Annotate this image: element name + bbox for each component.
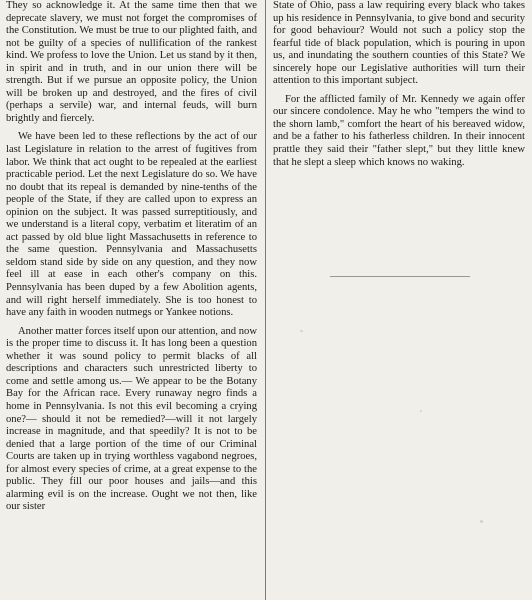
right-column <box>273 0 525 270</box>
paragraph-kennedy-condolence: For the afflicted family of Mr. Kennedy we again offer our sincere condolence. May he who "tempers the wind to the shorn lamb," comfort the heart of his bereaved widow, and be a father to his fatherless children. In their innocent prattle they said their "father slept," but they little knew that he slept a sleep which knows no waking. <box>273 93 525 168</box>
paper-speck <box>300 330 303 332</box>
paragraph-union-compromises: They so acknowledge it. At the same time then that we deprecate slavery, we must not forget the compromises of the Constitution. We must be true to our plighted faith, and not be guilty of a species of nullification of the rankest kind. We profess to love the Union. Let us stand by it then, in spirit and in truth, and in our union there will be strength. But if we pursue an opposite policy, the Union will be broken up and destroyed, and the fires of civil (perhaps a servile) war, and internal feuds, will burn brightly and fiercely. <box>6 0 257 124</box>
paragraph-black-settlement: Another matter forces itself upon our attention, and now is the proper time to discuss it. It has long been a question whether it was sound policy to permit blacks of all descriptions and characters such unrestricted liberty to come and settle among us.— We appear to be the Botany Bay for the African race. Every runaway negro finds a home in Pennsylvania. Is not this evil becoming a crying one?— should it not be remedied?—will it not largely increase in magnitude, and that speedily? It is not to be denied that a large portion of the time of our Criminal Courts are taken up in trying worthless vagabond negroes, for almost every species of crime, at a great expense to the public. They fill our poor houses and jails—and this alarming evil is on the increase. Ought we not then, like our sister <box>6 325 257 513</box>
article-end-rule <box>330 276 470 277</box>
left-column <box>6 0 257 600</box>
paragraph-fugitive-act: We have been led to these reflections by the act of our last Legislature in relation to the arrest of fugitives from labor. We think that act ought to be repealed at the earliest practicable period. Let the next Legislature do so. We have no doubt that its repeal is demanded by nine-tenths of the people of the State, if they are called upon to express an opinion on the subject. It was passed surreptitiously, and we understand is a literal copy, verbatim et literatim of an act passed by old blue light Massachusetts in reference to the same question. Pennsylvania and Massachusetts seldom stand side by side on any question, and they now feel ill at ease in each other's company on this. Pennsylvania has been duped by a few Abolition agents, and will right herself immediately. She is too honest to have any faith in wooden nutmegs or Yankee notions. <box>6 131 257 319</box>
paper-speck <box>480 520 483 523</box>
paper-speck <box>420 410 422 412</box>
paragraph-ohio-law: State of Ohio, pass a law requiring every black who takes up his residence in Pennsylvania, to give bond and security for good behaviour? Would not such a policy stop the fearful tide of black population, which is pouring in upon us, and inundating the southern counties of this State? We sincerely hope our Legislative authorities will turn their attention to this important subject. <box>273 0 525 87</box>
column-divider <box>265 0 266 600</box>
